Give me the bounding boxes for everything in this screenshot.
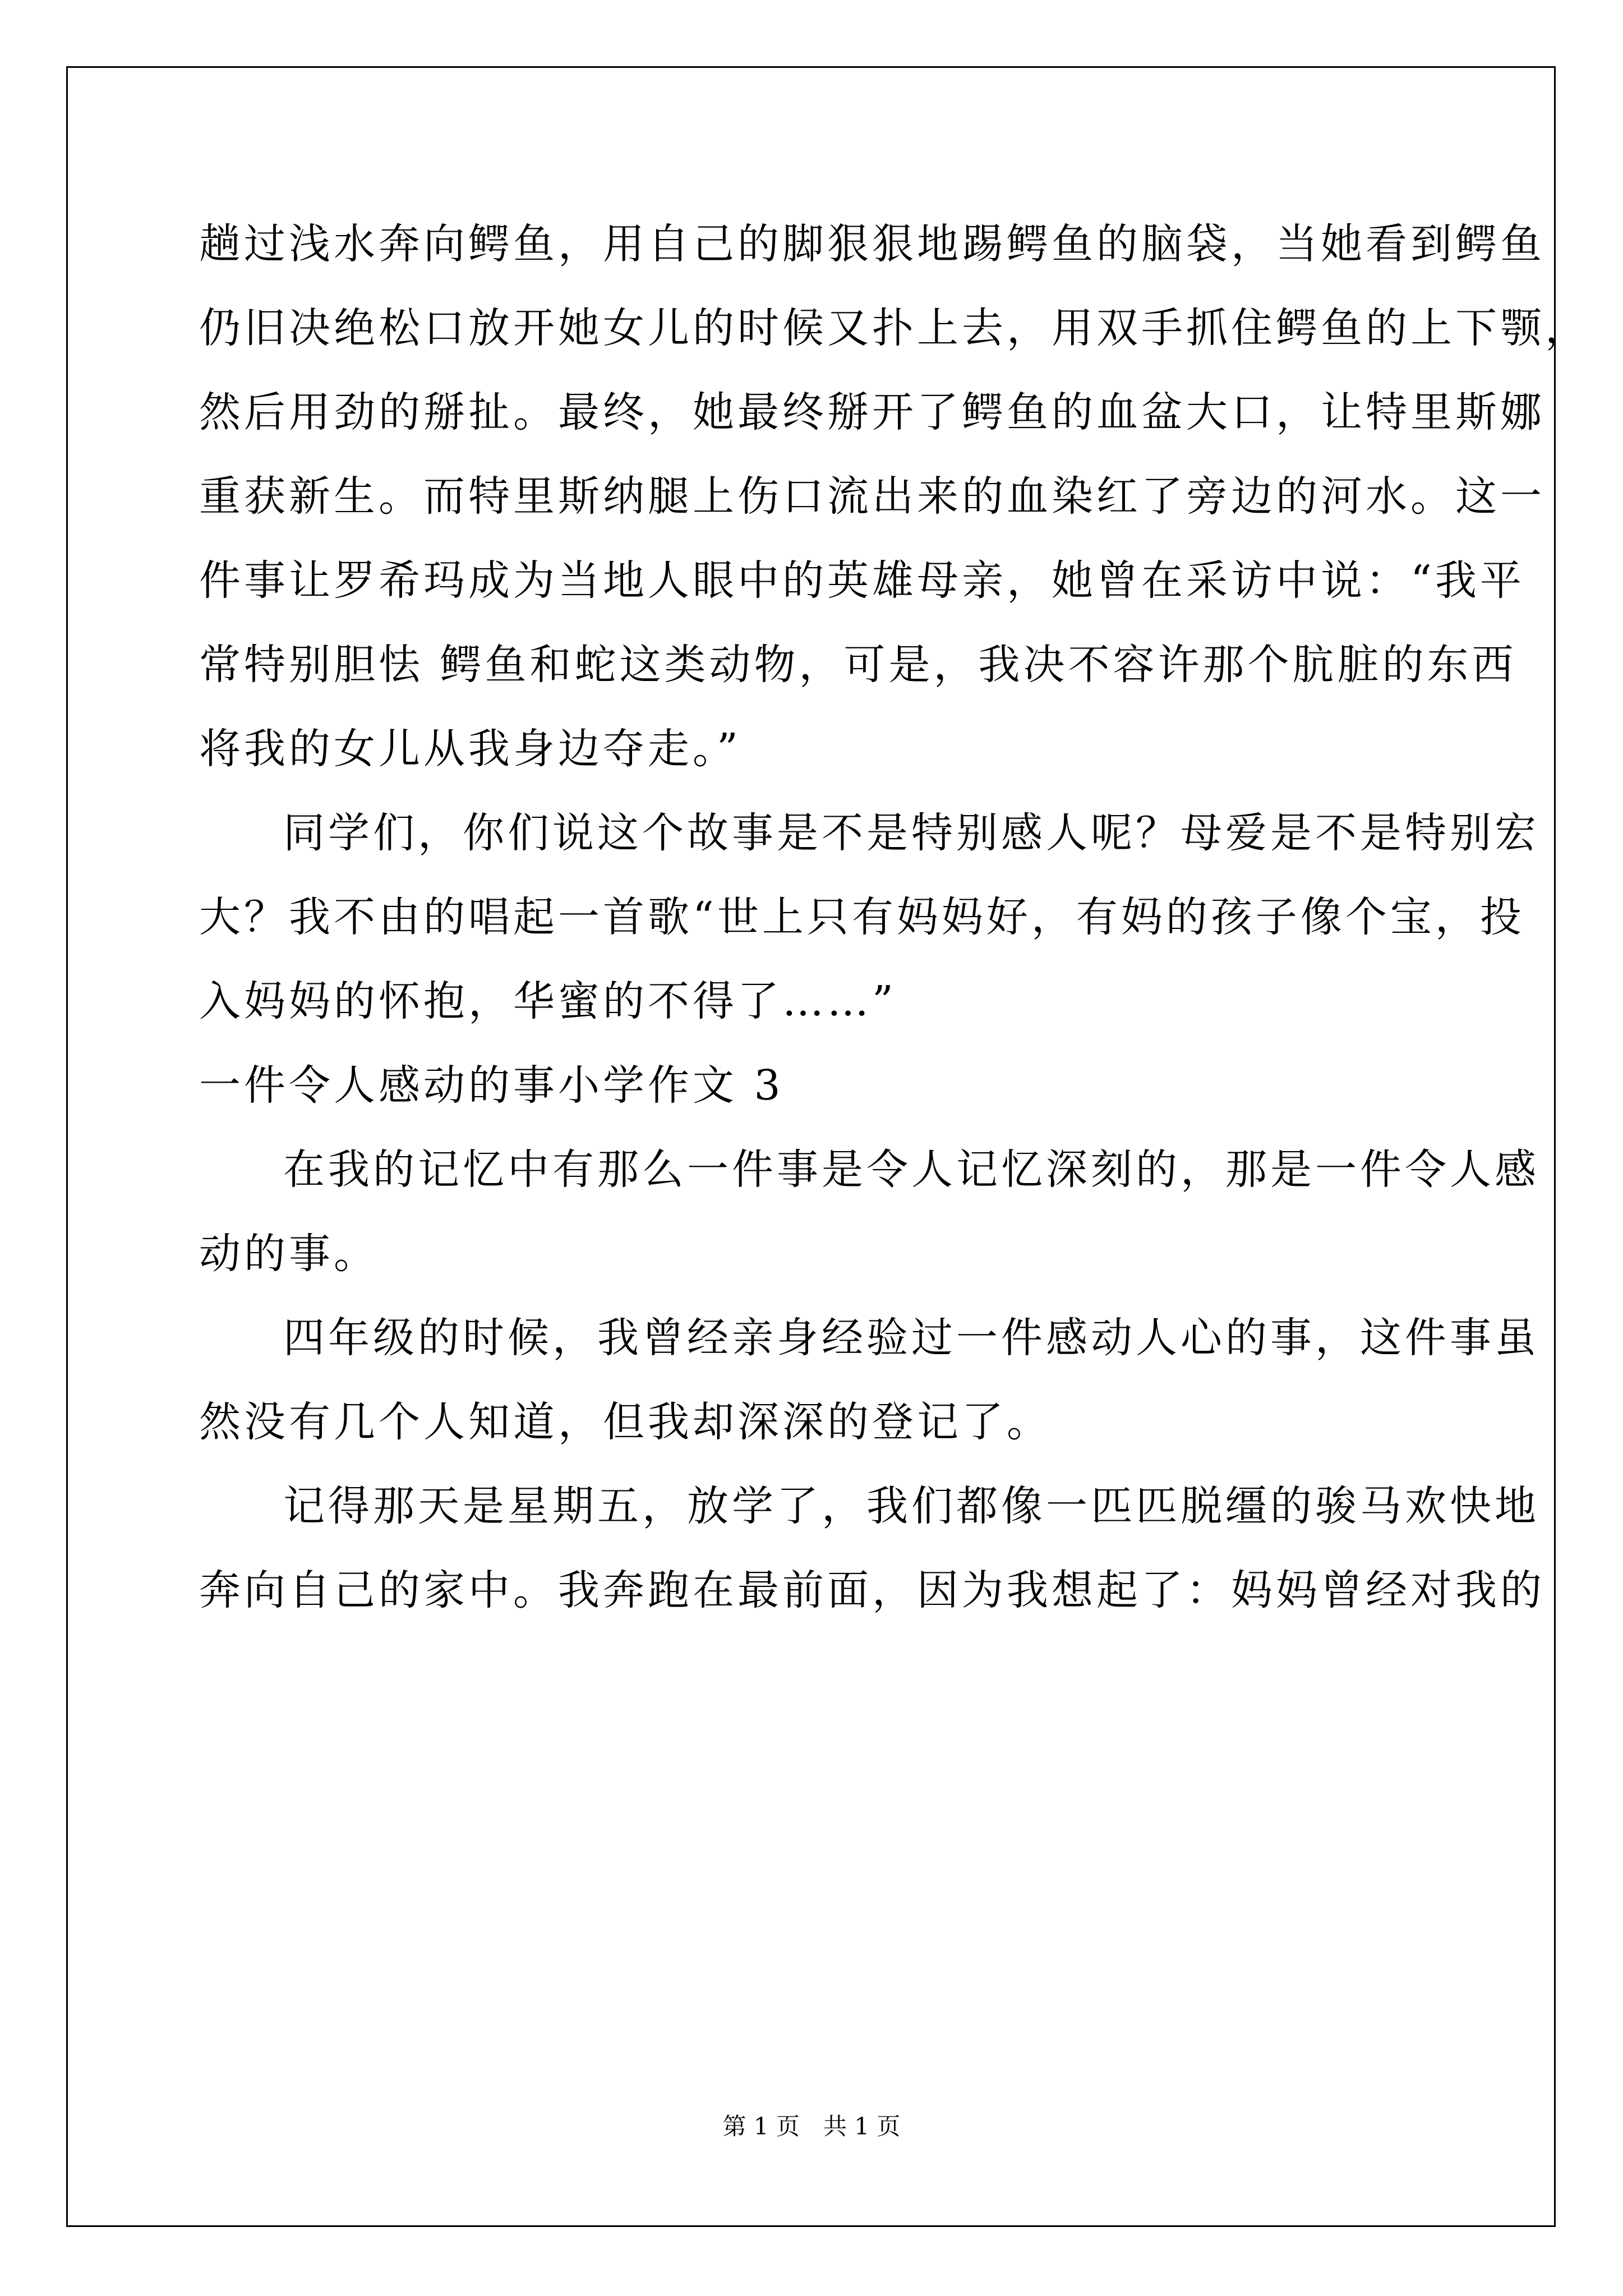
text-line: 动的事。 (199, 1230, 379, 1278)
text-line: 在我的记忆中有那么一件事是令人记忆深刻的，那是一件令人感 (283, 1145, 1539, 1194)
text-line: 重获新生。而特里斯纳腿上伤口流出来的血染红了旁边的河水。这一 (199, 472, 1545, 521)
text-line: 将我的女儿从我身边夺走。” (199, 725, 741, 773)
section-heading: 一件令人感动的事小学作文 3 (199, 1061, 784, 1110)
text-line: 仍旧决绝松口放开她女儿的时候又扑上去，用双手抓住鳄鱼的上下颚， (199, 304, 1590, 352)
page-footer: 第 1 页 共 1 页 (722, 2113, 901, 2140)
text-line: 然没有几个人知道，但我却深深的登记了。 (199, 1398, 1052, 1446)
text-line: 趟过浅水奔向鳄鱼，用自己的脚狠狠地踢鳄鱼的脑袋，当她看到鳄鱼 (199, 220, 1545, 268)
text-line: 奔向自己的家中。我奔跑在最前面，因为我想起了：妈妈曾经对我的 (199, 1566, 1545, 1614)
text-line: 记得那天是星期五，放学了，我们都像一匹匹脱缰的骏马欢快地 (283, 1482, 1539, 1530)
text-line: 件事让罗希玛成为当地人眼中的英雄母亲，她曾在采访中说：“我平 (199, 556, 1525, 605)
text-line: 同学们，你们说这个故事是不是特别感人呢？母爱是不是特别宏 (283, 809, 1539, 857)
text-line: 入妈妈的怀抱，华蜜的不得了……” (199, 977, 897, 1025)
text-line: 四年级的时候，我曾经亲身经验过一件感动人心的事，这件事虽 (283, 1314, 1539, 1362)
text-line: 大？我不由的唱起一首歌“世上只有妈妈好，有妈的孩子像个宝，投 (199, 893, 1525, 941)
text-line: 常特别胆怯 鳄鱼和蛇这类动物，可是，我决不容许那个肮脏的东西 (199, 641, 1517, 689)
text-line: 然后用劲的掰扯。最终，她最终掰开了鳄鱼的血盆大口，让特里斯娜 (199, 388, 1545, 436)
